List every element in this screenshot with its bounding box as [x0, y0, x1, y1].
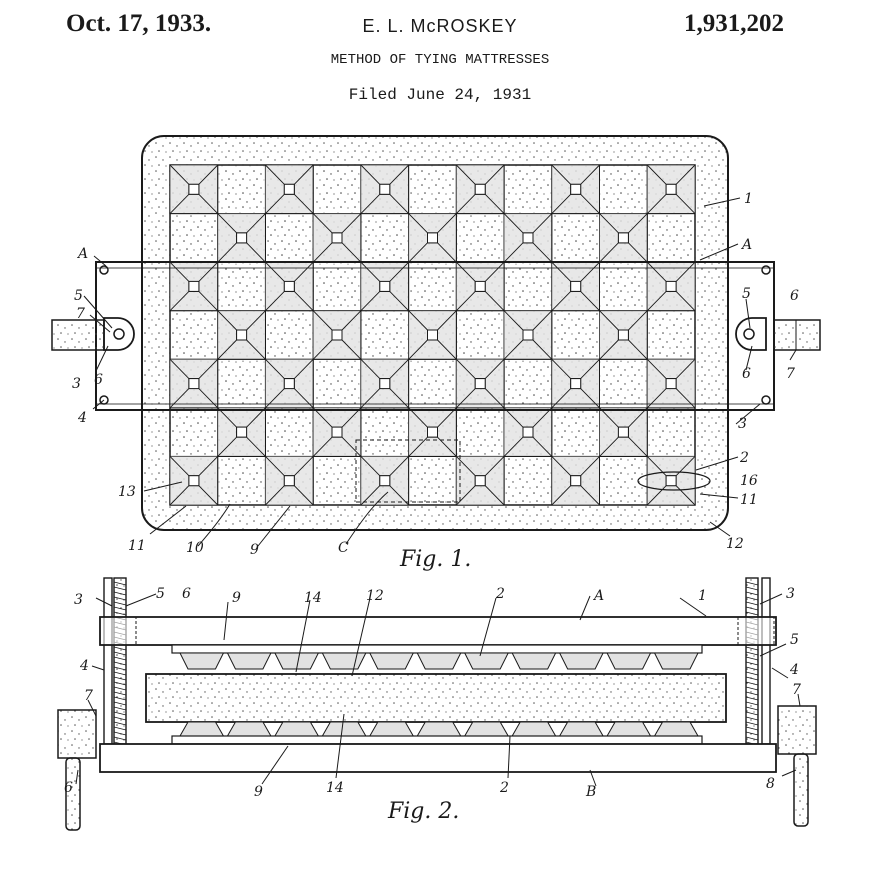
- label-3-right-fig2: 3: [786, 586, 795, 602]
- crank-left: [58, 710, 96, 758]
- fig2-caption: Fig. 2.: [388, 799, 460, 824]
- label-11-right: 11: [740, 492, 758, 508]
- tuft-button: [571, 476, 581, 486]
- tuft-button: [284, 281, 294, 291]
- tufting-block: [180, 653, 223, 669]
- fig1-drawing: [52, 136, 820, 546]
- tufting-block: [322, 722, 365, 736]
- tufting-block: [417, 653, 460, 669]
- tuft-button: [189, 281, 199, 291]
- cell-stipple: [554, 216, 598, 261]
- bolt-bottom-right: [762, 396, 770, 404]
- tuft-button: [428, 330, 438, 340]
- tufting-block: [655, 653, 698, 669]
- cell-stipple: [506, 458, 550, 503]
- tufting-block: [465, 653, 508, 669]
- label-5-left: 5: [74, 288, 83, 304]
- label-9-bottom: 9: [254, 784, 263, 800]
- cell-stipple: [220, 458, 264, 503]
- bar-A: [100, 617, 776, 645]
- label-11-left: 11: [128, 538, 146, 554]
- cell-stipple: [506, 361, 550, 406]
- cell-stipple: [315, 264, 359, 309]
- label-9-top: 9: [232, 590, 241, 606]
- cell-stipple: [315, 361, 359, 406]
- cell-stipple: [363, 216, 407, 261]
- inventor-name: E. L. McROSKEY: [362, 16, 518, 36]
- cell-stipple: [506, 264, 550, 309]
- label-14-top: 14: [304, 590, 322, 606]
- cell-stipple: [602, 264, 646, 309]
- tuft-button: [284, 184, 294, 194]
- label-A-left: A: [78, 246, 89, 262]
- label-12: 12: [726, 536, 744, 552]
- label-3-left-fig2: 3: [74, 592, 83, 608]
- screw-right: [746, 578, 758, 744]
- cell-stipple: [649, 410, 693, 455]
- label-4-left: 4: [78, 410, 87, 426]
- cell-stipple: [458, 313, 502, 358]
- cell-stipple: [602, 167, 646, 212]
- tuft-button: [666, 281, 676, 291]
- cell-stipple: [363, 410, 407, 455]
- label-1-fig2: 1: [698, 588, 707, 604]
- tuft-button: [475, 379, 485, 389]
- bottom-plate: [172, 736, 702, 744]
- top-tufting-blocks: [180, 653, 698, 669]
- tufting-block: [465, 722, 508, 736]
- bar-B: [100, 744, 776, 772]
- label-7-left-fig2: 7: [84, 688, 93, 704]
- label-3-left: 3: [72, 376, 81, 392]
- label-5-right-fig2: 5: [790, 632, 799, 648]
- fig1-caption: Fig. 1.: [400, 547, 472, 572]
- tufting-block: [560, 653, 603, 669]
- cell-stipple: [602, 361, 646, 406]
- tuft-button: [475, 476, 485, 486]
- tuft-button: [475, 281, 485, 291]
- tuft-button: [237, 330, 247, 340]
- cell-stipple: [602, 458, 646, 503]
- bolt-top-left: [100, 266, 108, 274]
- cell-stipple: [220, 361, 264, 406]
- label-4-left-fig2: 4: [80, 658, 89, 674]
- label-B: B: [586, 784, 597, 800]
- tuft-button: [618, 330, 628, 340]
- label-2-bottom: 2: [500, 780, 509, 796]
- tuft-button: [523, 330, 533, 340]
- handle-right: [794, 754, 808, 826]
- cell-stipple: [268, 216, 312, 261]
- label-A-top: A: [742, 237, 753, 253]
- tuft-button: [428, 427, 438, 437]
- label-2-top: 2: [496, 586, 505, 602]
- cell-stipple: [411, 264, 455, 309]
- top-plate: [172, 645, 702, 653]
- tuft-button: [189, 184, 199, 194]
- tuft-button: [237, 427, 247, 437]
- rod-right: [774, 320, 820, 350]
- cell-stipple: [554, 410, 598, 455]
- tufting-block: [607, 722, 650, 736]
- bottom-tufting-blocks: [180, 722, 698, 736]
- cell-stipple: [458, 410, 502, 455]
- tuft-button: [237, 233, 247, 243]
- label-A-fig2: A: [594, 588, 605, 604]
- tufting-block: [322, 653, 365, 669]
- rod-left: [52, 320, 104, 350]
- cell-stipple: [172, 216, 216, 261]
- tufting-block: [227, 653, 270, 669]
- crank-right: [778, 706, 816, 754]
- mattress-section: [146, 674, 726, 722]
- cell-stipple: [268, 313, 312, 358]
- label-12-fig2: 12: [366, 588, 384, 604]
- tuft-button: [284, 476, 294, 486]
- bolt-top-right: [762, 266, 770, 274]
- tuft-button: [666, 379, 676, 389]
- tuft-button: [380, 281, 390, 291]
- tuft-button: [475, 184, 485, 194]
- label-7-left: 7: [76, 306, 85, 322]
- tuft-button: [523, 233, 533, 243]
- tuft-button: [189, 379, 199, 389]
- clamp-right: [736, 318, 766, 350]
- tufting-block: [180, 722, 223, 736]
- label-6-circled-fig2: 6: [182, 586, 191, 602]
- label-6-circled: 6: [790, 288, 799, 304]
- label-16: 16: [740, 473, 758, 489]
- tufting-block: [607, 653, 650, 669]
- tufting-block: [655, 722, 698, 736]
- label-5-right: 5: [742, 286, 751, 302]
- tuft-button: [332, 330, 342, 340]
- cell-stipple: [458, 216, 502, 261]
- tufting-block: [227, 722, 270, 736]
- tufting-grid: [170, 165, 695, 505]
- tuft-button: [571, 281, 581, 291]
- tuft-button: [666, 184, 676, 194]
- label-1: 1: [744, 191, 753, 207]
- cell-stipple: [220, 264, 264, 309]
- screw-left: [114, 578, 126, 744]
- cell-stipple: [315, 167, 359, 212]
- tufting-block: [512, 653, 555, 669]
- cell-stipple: [220, 167, 264, 212]
- label-14-bottom: 14: [326, 780, 344, 796]
- label-9: 9: [250, 542, 259, 558]
- cell-stipple: [649, 216, 693, 261]
- label-2: 2: [740, 450, 749, 466]
- cell-stipple: [315, 458, 359, 503]
- tuft-button: [523, 427, 533, 437]
- label-5-left-fig2: 5: [156, 586, 165, 602]
- cell-stipple: [506, 167, 550, 212]
- label-6-left: 6: [94, 372, 103, 388]
- cell-stipple: [172, 313, 216, 358]
- cell-stipple: [363, 313, 407, 358]
- label-13: 13: [118, 484, 136, 500]
- patent-number: 1,931,202: [684, 10, 784, 37]
- tuft-button: [618, 233, 628, 243]
- tufting-block: [560, 722, 603, 736]
- label-4-right-fig2: 4: [790, 662, 799, 678]
- tuft-button: [428, 233, 438, 243]
- tufting-block: [512, 722, 555, 736]
- tuft-button: [189, 476, 199, 486]
- label-10: 10: [186, 540, 204, 556]
- tuft-button: [332, 427, 342, 437]
- label-6-bottom-fig2: 6: [64, 780, 73, 796]
- cell-stipple: [268, 410, 312, 455]
- tufting-block: [370, 722, 413, 736]
- tuft-button: [380, 476, 390, 486]
- clamp-left: [104, 318, 134, 350]
- tufting-block: [275, 722, 318, 736]
- cell-stipple: [411, 458, 455, 503]
- fig2-drawing: [58, 578, 816, 830]
- tuft-button: [571, 184, 581, 194]
- label-7-right: 7: [786, 366, 795, 382]
- tuft-button: [666, 476, 676, 486]
- cell-stipple: [554, 313, 598, 358]
- cell-stipple: [649, 313, 693, 358]
- label-6-right: 6: [742, 366, 751, 382]
- tuft-button: [380, 379, 390, 389]
- patent-title: METHOD OF TYING MATTRESSES: [330, 52, 550, 68]
- cell-stipple: [172, 410, 216, 455]
- label-C: C: [338, 540, 349, 556]
- filed-date: Filed June 24, 1931: [348, 86, 532, 104]
- tuft-button: [332, 233, 342, 243]
- label-8: 8: [766, 776, 775, 792]
- tuft-button: [380, 184, 390, 194]
- tuft-button: [571, 379, 581, 389]
- tuft-button: [618, 427, 628, 437]
- tuft-button: [284, 379, 294, 389]
- tufting-block: [370, 653, 413, 669]
- tufting-block: [417, 722, 460, 736]
- cell-stipple: [411, 167, 455, 212]
- cell-stipple: [411, 361, 455, 406]
- patent-date: Oct. 17, 1933.: [66, 10, 212, 37]
- label-3-right: 3: [738, 416, 747, 432]
- label-7-right-fig2: 7: [792, 682, 801, 698]
